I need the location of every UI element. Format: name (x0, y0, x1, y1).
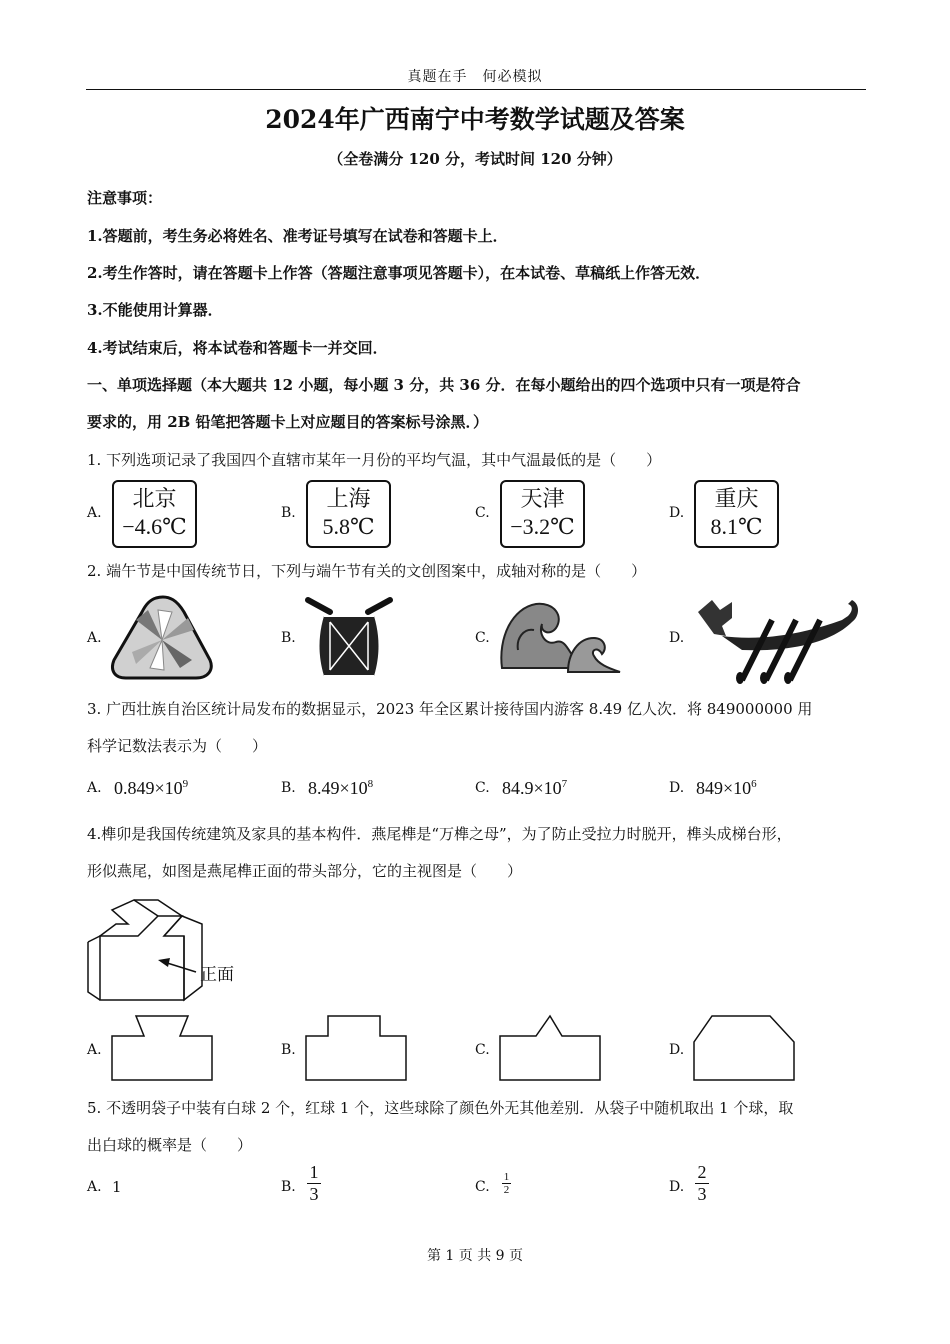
q1-option-c-label: C. (475, 505, 490, 521)
notice-item-1: 1.答题前，考生务必将姓名、准考证号填写在试卷和答题卡上． (87, 227, 508, 245)
page-title: 2024年广西南宁中考数学试题及答案 (265, 105, 685, 134)
question-3-line2: 科学记数法表示为（ ） (87, 737, 268, 755)
front-view-label: 正面 (200, 965, 234, 985)
q1-option-b-city: 上海 (326, 486, 371, 511)
section-1-intro-line2: 要求的，用 2B 铅笔把答题卡上对应题目的答案标号涂黑．） (87, 413, 489, 431)
dragon-boat-image (692, 596, 862, 684)
q1-option-c-temp: −3.2℃ (510, 514, 575, 539)
q3-option-d-value (696, 778, 757, 799)
q2-option-d-label: D. (669, 630, 685, 646)
q5-option-c-label: C. (475, 1179, 490, 1195)
q5-option-d-label: D. (669, 1179, 685, 1195)
q1-option-a-city: 北京 (132, 486, 177, 511)
q5-option-d-denominator: 3 (697, 1184, 707, 1204)
q3-option-a-label: A. (87, 780, 102, 796)
q4-option-d-label: D. (669, 1042, 685, 1058)
q4-option-d-shape (690, 1012, 798, 1084)
q5-option-d-fraction (695, 1162, 709, 1205)
q3-option-c-label: C. (475, 780, 490, 796)
q3-option-d-label: D. (669, 780, 685, 796)
q5-option-b-numerator: 1 (309, 1162, 319, 1182)
q4-option-c-shape (496, 1012, 604, 1084)
zongzi-image (110, 594, 214, 682)
q5-option-c-fraction (502, 1171, 511, 1196)
header-divider (86, 89, 866, 90)
q2-option-c-label: C. (475, 630, 490, 646)
question-5-line2: 出白球的概率是（ ） (87, 1136, 253, 1154)
question-2-text: 2. 端午节是中国传统节日，下列与端午节有关的文创图案中，成轴对称的是（ ） (87, 562, 647, 580)
q1-option-b-label: B. (281, 505, 296, 521)
q3-option-a-base: 0.849×10 (114, 778, 183, 798)
question-1-text: 1. 下列选项记录了我国四个直辖市某年一月份的平均气温，其中气温最低的是（ ） (87, 451, 662, 469)
notice-item-4: 4.考试结束后，将本试卷和答题卡一并交回． (87, 339, 388, 357)
q5-option-a-label: A. (87, 1179, 102, 1195)
page-header: 真题在手 何必模拟 (407, 69, 543, 85)
q1-option-c-city: 天津 (520, 486, 565, 511)
q3-option-c-exp: 7 (561, 778, 568, 790)
notice-heading: 注意事项： (87, 189, 163, 207)
q5-option-a-value: 1 (112, 1178, 122, 1196)
section-1-intro-line1: 一、单项选择题（本大题共 12 小题，每小题 3 分，共 36 分．在每小题给出的四个选项中只有一项是符合 (87, 376, 801, 394)
q2-option-b-label: B. (281, 630, 296, 646)
q1-option-d-temp: 8.1℃ (710, 514, 763, 539)
q5-option-b-fraction (307, 1162, 321, 1205)
q4-option-a-label: A. (87, 1042, 102, 1058)
question-4-line1: 4.榫卯是我国传统建筑及家具的基本构件．燕尾榫是“万榫之母”，为了防止受拉力时脱开，榫头成梯台形， (87, 825, 792, 843)
q5-option-b-denominator: 3 (309, 1184, 319, 1204)
q1-option-d-box (694, 480, 779, 548)
q3-option-d-base: 849×10 (696, 778, 752, 798)
drum-image (304, 596, 394, 682)
q2-option-a-label: A. (87, 630, 102, 646)
q1-option-a-box (112, 480, 197, 548)
q3-option-b-value (308, 778, 373, 799)
q1-option-b-box (306, 480, 391, 548)
q3-option-c-value (502, 778, 567, 799)
question-4-line2: 形似燕尾，如图是燕尾榫正面的带头部分，它的主视图是（ ） (87, 862, 523, 880)
dovetail-figure (84, 896, 244, 1006)
q3-option-d-exp: 6 (751, 778, 757, 790)
q1-option-d-city: 重庆 (714, 486, 759, 511)
question-5-line1: 5. 不透明袋子中装有白球 2 个，红球 1 个，这些球除了颜色外无其他差别．从袋子中随机取出 1 个球，取 (87, 1099, 794, 1117)
q3-option-b-base: 8.49×10 (308, 778, 368, 798)
q3-option-a-value (114, 778, 188, 799)
notice-item-2: 2.考生作答时，请在答题卡上作答（答题注意事项见答题卡），在本试卷、草稿纸上作答无效． (87, 264, 711, 282)
page-footer: 第 1 页 共 9 页 (426, 1248, 524, 1264)
q5-option-d-numerator: 2 (697, 1162, 707, 1182)
q3-option-b-exp: 8 (367, 778, 374, 790)
q5-option-c-denominator: 2 (503, 1184, 510, 1196)
q1-option-c-box (500, 480, 585, 548)
q5-option-c-numerator: 1 (503, 1171, 510, 1183)
page-subtitle: （全卷满分 120 分，考试时间 120 分钟） (328, 150, 622, 168)
q1-option-b-temp: 5.8℃ (322, 514, 375, 539)
q4-option-a-shape (108, 1012, 216, 1084)
q4-option-c-label: C. (475, 1042, 490, 1058)
q5-option-b-label: B. (281, 1179, 296, 1195)
q4-option-b-shape (302, 1012, 410, 1084)
q1-option-d-label: D. (669, 505, 685, 521)
q3-option-c-base: 84.9×10 (502, 778, 562, 798)
q4-option-b-label: B. (281, 1042, 296, 1058)
q1-option-a-label: A. (87, 505, 102, 521)
q3-option-a-exp: 9 (182, 778, 189, 790)
question-3-line1: 3. 广西壮族自治区统计局发布的数据显示，2023 年全区累计接待国内游客 8.49 亿人次．将 849000000 用 (87, 700, 813, 718)
q1-option-a-temp: −4.6℃ (122, 514, 187, 539)
waves-image (498, 598, 622, 678)
q3-option-b-label: B. (281, 780, 296, 796)
notice-item-3: 3.不能使用计算器． (87, 301, 223, 319)
